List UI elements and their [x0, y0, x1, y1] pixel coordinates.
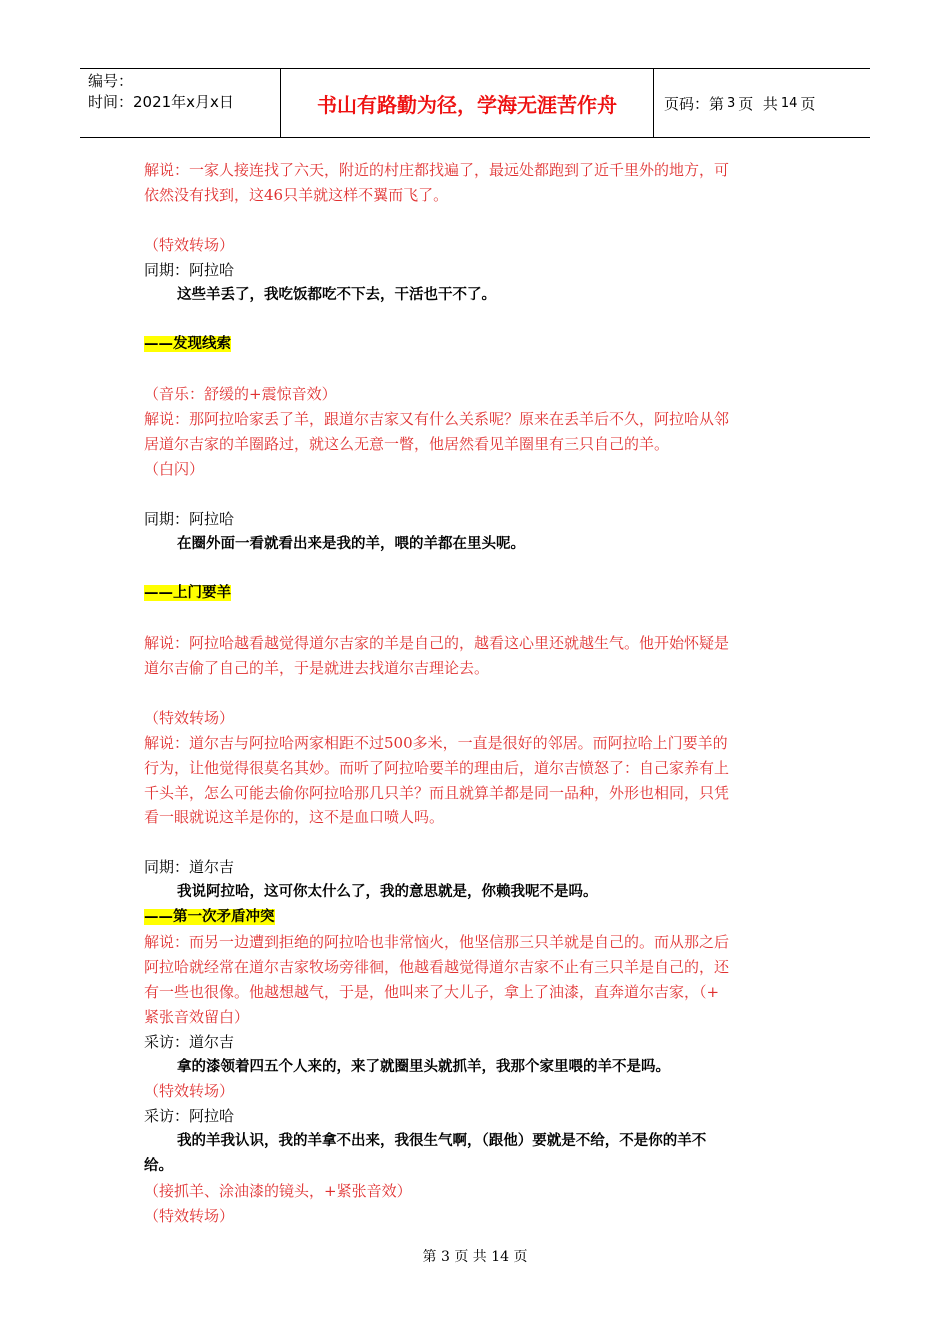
- stage-direction: （特效转场）: [144, 235, 235, 254]
- footer-mid: 页 共: [454, 1249, 487, 1265]
- dialogue-line: 这些羊丢了，我吃饭都吃不下去，干活也干不了。: [177, 286, 496, 303]
- narration-line: 行为，让他觉得很莫名其妙。而听了阿拉哈要羊的理由后，道尔吉愤怒了：自己家养有上: [144, 758, 730, 777]
- narration-line: 依然没有找到，这46只羊就这样不翼而飞了。: [144, 185, 449, 204]
- stage-direction: （特效转场）: [144, 1206, 235, 1225]
- page-footer: [0, 1246, 950, 1266]
- narration-line: 居道尔吉家的羊圈路过，就这么无意一瞥，他居然看见羊圈里有三只自己的羊。: [144, 434, 670, 453]
- doc-code-label: 编号：: [88, 72, 134, 90]
- doc-time-label: 时间：2021年x月x日: [88, 93, 234, 111]
- page-header: [80, 68, 870, 138]
- page-mid: 页 共: [738, 94, 778, 113]
- footer-prefix: 第: [422, 1249, 437, 1265]
- dialogue-line: 我说阿拉哈，这可你太什么了，我的意思就是，你赖我呢不是吗。: [177, 884, 598, 901]
- section-heading: [144, 332, 814, 357]
- narration-line: 千头羊，怎么可能去偷你阿拉哈那几只羊？而且就算羊都是同一品种，外形也相同，只凭: [144, 783, 730, 802]
- dialogue-line: 我的羊我认识，我的羊拿不出来，我很生气啊，（跟他）要就是不给，不是你的羊不: [177, 1133, 707, 1150]
- footer-suffix: 页: [513, 1249, 528, 1265]
- section-heading-text: ——上门要羊: [144, 585, 231, 602]
- narration-line: 解说：而另一边遭到拒绝的阿拉哈也非常恼火，他坚信那三只羊就是自己的。而从那之后: [144, 932, 730, 951]
- narration-line: 解说：道尔吉与阿拉哈两家相距不过500多米，一直是很好的邻居。而阿拉哈上门要羊的: [144, 733, 728, 752]
- header-meta: [80, 69, 281, 137]
- document-body: [144, 158, 814, 1229]
- stage-direction: （特效转场）: [144, 708, 235, 727]
- speaker-label: 同期：阿拉哈: [144, 260, 235, 279]
- narration-line: 紧张音效留白）: [144, 1007, 250, 1026]
- narration-line: 阿拉哈就经常在道尔吉家牧场旁徘徊，他越看越觉得道尔吉家不止有三只羊是自己的，还: [144, 957, 730, 976]
- speaker-label: 同期：阿拉哈: [144, 509, 235, 528]
- dialogue-line: 在圈外面一看就看出来是我的羊，喂的羊都在里头呢。: [177, 535, 525, 552]
- page-current: 3: [727, 95, 736, 111]
- header-page-number: [654, 69, 870, 137]
- section-heading: [144, 581, 814, 606]
- page-suffix: 页: [800, 94, 816, 113]
- narration-line: 有一些也很像。他越想越气，于是，他叫来了大儿子，拿上了油漆，直奔道尔吉家，（+: [144, 982, 720, 1001]
- page-prefix: 页码：第: [664, 94, 725, 113]
- footer-total: 14: [491, 1249, 510, 1265]
- section-heading-text: ——发现线索: [144, 336, 231, 353]
- narration-line: 道尔吉偷了自己的羊，于是就进去找道尔吉理论去。: [144, 659, 490, 678]
- narration-line: 解说：阿拉哈越看越觉得道尔吉家的羊是自己的，越看这心里还就越生气。他开始怀疑是: [144, 634, 730, 653]
- header-slogan: 书山有路勤为径，学海无涯苦作舟: [281, 69, 654, 137]
- speaker-label: 同期：道尔吉: [144, 858, 235, 877]
- footer-current: 3: [440, 1249, 450, 1265]
- section-heading: [144, 905, 814, 930]
- page-total: 14: [780, 95, 798, 111]
- section-heading-text: ——第一次矛盾冲突: [144, 909, 275, 926]
- narration-line: 解说：那阿拉哈家丢了羊，跟道尔吉家又有什么关系呢？原来在丢羊后不久，阿拉哈从邻: [144, 410, 730, 429]
- dialogue-line: 给。: [144, 1158, 173, 1175]
- speaker-label: 采访：道尔吉: [144, 1032, 235, 1051]
- narration-line: 看一眼就说这羊是你的，这不是血口喷人吗。: [144, 808, 445, 827]
- stage-direction: （音乐：舒缓的+震惊音效）: [144, 385, 337, 404]
- speaker-label: 采访：阿拉哈: [144, 1107, 235, 1126]
- stage-direction: （特效转场）: [144, 1082, 235, 1101]
- stage-direction: （白闪）: [144, 459, 205, 478]
- dialogue-line: 拿的漆领着四五个人来的，来了就圈里头就抓羊，我那个家里喂的羊不是吗。: [177, 1058, 670, 1075]
- narration-line: 解说：一家人接连找了六天，附近的村庄都找遍了，最远处都跑到了近千里外的地方，可: [144, 161, 730, 179]
- stage-direction: （接抓羊、涂油漆的镜头，+紧张音效）: [144, 1182, 412, 1201]
